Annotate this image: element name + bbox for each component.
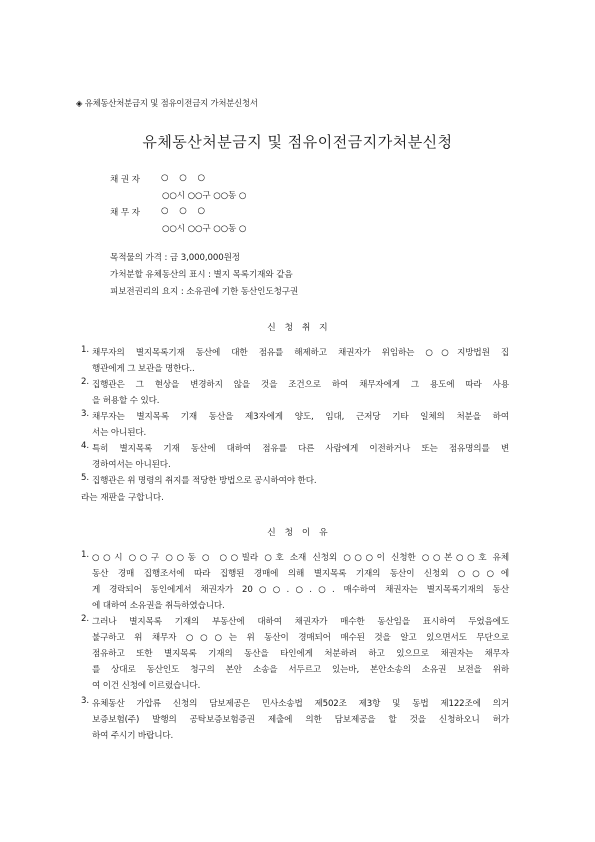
purpose-item [81,441,509,473]
purpose-item [81,409,509,441]
purpose-item [81,377,509,409]
reason-item [81,550,509,614]
property-display: 가처분할 유체동산의 표시 : 별지 목록기재와 같음 [110,270,293,280]
item-line: 그러나 별지목록 기재의 부동산에 대하여 채권자가 매수한 동산임을 표시하여 두었음에도 [92,617,509,627]
purpose-conclusion: 라는 재판을 구합니다. [81,493,164,503]
reason-item [81,614,509,694]
item-line: 집행관은 그 현상을 변경하지 않을 것을 조건으로 하여 채무자에게 그 용도에 따라 사용 [92,380,509,390]
item-line: 점유하고 또한 별지목록 기재의 동산을 타인에게 처분하려 하고 있으므로 채권자는 채무자 [92,649,509,659]
creditor-label: 채 권 자 [110,175,140,185]
item-number: 5. [81,473,89,483]
item-line: 집행관은 위 명령의 취지를 적당한 방법으로 공시하여야 한다. [92,476,317,486]
purpose-item [81,345,509,377]
item-line: 경하여서는 아니된다. [92,460,171,470]
item-line: ○○시 ○○구 ○○동 ○ ○○빌라 ○호 소재 신청외 ○○○이 신청한 ○○본○○호 유체 [92,553,509,563]
item-line: 여 이건 신청에 이르렀습니다. [92,681,201,691]
item-number: 2. [81,377,89,387]
form-caption: ◈ 유체동산처분금지 및 점유이전금지 가처분신청서 [76,98,258,108]
item-line: 을 허용할 수 있다. [92,396,160,406]
item-number: 2. [81,614,89,624]
item-line: 채무자는 별지목록 기재 동산을 제3자에게 양도, 임대, 근저당 기타 일체의 처분을 하여 [92,412,509,422]
item-line: 에 대하여 소유권을 취득하였습니다. [92,601,225,611]
object-value: 목적물의 가격 : 금 3,000,000원정 [110,253,240,263]
item-line: 유체동산 가압류 신청의 담보제공은 민사소송법 제502조 제3항 및 동법 제122조에 의거 [92,699,509,709]
item-line: 보증보험(주) 발행의 공탁보증보험증권 제출에 의한 담보제공을 할 것을 신청하오니 허가 [92,715,509,725]
reason-item [81,696,509,744]
debtor-label: 채 무 자 [110,208,140,218]
item-number: 4. [81,441,89,451]
creditor-address: ○○시 ○○구 ○○동 ○ [162,191,247,201]
creditor-name: ○ ○ ○ [161,173,209,183]
item-line: 를 상대로 동산인도 청구의 본안 소송을 서두르고 있는바, 본안소송의 소유권 보전을 위하 [92,665,509,675]
item-line: 특히 별지목록 기재 동산에 대하여 점유를 다른 사람에게 이전하거나 또는 점유명의를 변 [92,444,509,454]
item-line: 게 경락되어 동인에게서 채권자가 20○○.○.○. 매수하여 채권자는 별지목록기재의 동산 [92,585,509,595]
item-line: 행관에게 그 보관을 명한다.. [92,364,195,374]
item-line: 불구하고 위 채무자 ○○○는 위 동산이 경매되어 매수된 것을 알고 있으면서도 무단으로 [92,633,509,643]
purpose-item [81,473,509,489]
item-number: 3. [81,409,89,419]
item-line: 서는 아니된다. [92,428,147,438]
reason-heading: 신 청 이 유 [267,528,328,538]
purpose-heading: 신 청 취 지 [267,323,328,333]
debtor-name: ○ ○ ○ [161,206,209,216]
item-line: 동산 경매 집행조서에 따라 집행된 경매에 의해 별지목록 기재의 동산이 신청외 ○○○에 [92,569,509,579]
item-number: 1. [81,345,89,355]
item-number: 3. [81,696,89,706]
item-number: 1. [81,550,89,560]
debtor-address: ○○시 ○○구 ○○동 ○ [162,224,247,234]
item-line: 채무자의 별지목록기재 동산에 대한 점유를 해제하고 채권자가 위임하는 ○○지방법원 집 [92,348,509,358]
document-title: 유체동산처분금지 및 점유이전금지가처분신청 [142,133,453,151]
preserved-right: 피보전권리의 요지 : 소유권에 기한 동산인도청구권 [110,287,299,297]
item-line: 하여 주시기 바랍니다. [92,731,174,741]
